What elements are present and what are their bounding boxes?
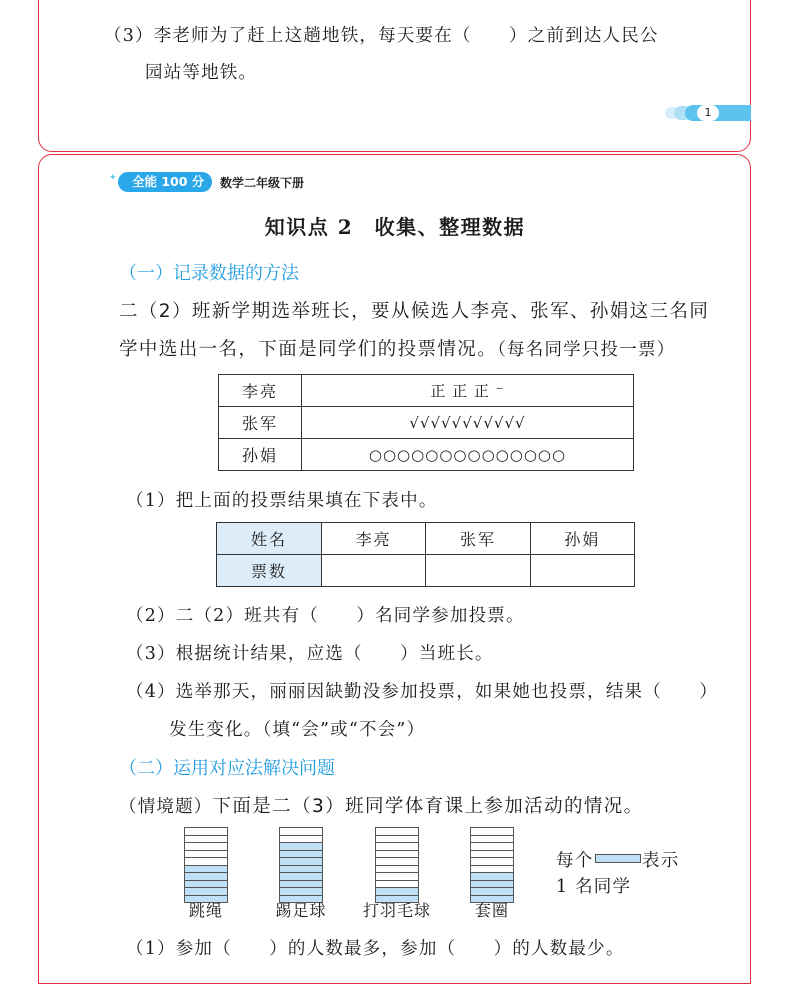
stack-cell	[184, 887, 228, 895]
stack-cell	[375, 850, 419, 858]
star-icon: ✦	[109, 173, 117, 183]
stack-cell	[375, 887, 419, 895]
series-badge-label: 全能 100 分	[132, 174, 205, 189]
part-1-question-4-line-1: （4）选举那天，丽丽因缺勤没参加投票，如果她也投票，结果（ ）	[126, 682, 719, 702]
part-1-question-1: （1）把上面的投票结果填在下表中。	[126, 491, 438, 511]
part-1-question-3: （3）根据统计结果，应选（ ）当班长。	[126, 644, 494, 664]
stack-cell	[279, 850, 323, 858]
stack-cell	[470, 872, 514, 880]
row-label: 票数	[217, 555, 322, 587]
part-1-question-4-line-2: 发生变化。（填“会”或“不会”）	[169, 720, 426, 740]
header-cell: 姓名	[217, 523, 322, 555]
part-2-question-1: （1）参加（ ）的人数最多，参加（ ）的人数最少。	[126, 939, 625, 959]
header-cell: 李亮	[322, 523, 426, 555]
book-subject: 数学二年级下册	[220, 176, 305, 190]
section-title: 知识点 2 收集、整理数据	[264, 215, 526, 239]
vote-tally-table	[218, 374, 634, 471]
candidate-name: 李亮	[219, 375, 302, 407]
stack-cell	[184, 835, 228, 843]
stack-cell	[470, 842, 514, 850]
intro-note: （每名同学只投一票）	[497, 340, 676, 360]
part-1-intro-line-2	[119, 335, 675, 361]
table-row	[219, 407, 634, 439]
intro-text: 下面是二（3）班同学体育课上参加活动的情况。	[212, 796, 644, 817]
page-number-badge	[665, 105, 751, 121]
intro-prefix: （情境题）	[119, 797, 213, 817]
table-row	[217, 523, 635, 555]
answer-cell[interactable]	[322, 555, 426, 587]
vote-result-table	[216, 522, 635, 587]
stack-cell	[184, 880, 228, 888]
legend-line-2: 1 名同学	[556, 877, 632, 897]
stack-cell	[375, 857, 419, 865]
stack-cell	[279, 842, 323, 850]
part-2-intro	[119, 792, 644, 818]
activity-label: 跳绳	[188, 901, 223, 920]
intro-text: 学中选出一名，下面是同学们的投票情况。	[119, 339, 498, 360]
question-3-line-2: 园站等地铁。	[145, 63, 258, 83]
question-3-line-1: （3）李老师为了赶上这趟地铁，每天要在（ ）之前到达人民公	[104, 26, 659, 46]
table-row	[219, 375, 634, 407]
stack-cell	[184, 857, 228, 865]
ring-toss-bar	[470, 827, 514, 903]
legend-suffix: 表示	[642, 851, 680, 871]
stack-cell	[470, 865, 514, 873]
stack-cell	[375, 835, 419, 843]
stack-cell	[184, 872, 228, 880]
candidate-name: 孙娟	[219, 439, 302, 471]
part-2-heading: （二）运用对应法解决问题	[119, 758, 335, 779]
badminton-bar	[375, 827, 419, 903]
stack-cell	[279, 880, 323, 888]
answer-cell[interactable]	[530, 555, 634, 587]
part-1-heading: （一）记录数据的方法	[119, 263, 299, 284]
table-row	[217, 555, 635, 587]
page-number: 1	[697, 105, 719, 121]
sparkle-icon: ✧	[119, 169, 130, 183]
stack-cell	[279, 887, 323, 895]
part-1-intro-line-1: 二（2）班新学期选举班长，要从候选人李亮、张军、孙娟这三名同	[119, 301, 710, 322]
activity-label: 套圈	[474, 901, 509, 920]
jump-rope-bar	[184, 827, 228, 903]
stack-cell	[375, 842, 419, 850]
legend-prefix: 每个	[556, 851, 594, 871]
part-1-question-2: （2）二（2）班共有（ ）名同学参加投票。	[126, 606, 525, 626]
stack-cell	[279, 865, 323, 873]
answer-cell[interactable]	[426, 555, 530, 587]
header-cell: 张军	[426, 523, 530, 555]
series-badge	[118, 169, 212, 192]
table-row	[219, 439, 634, 471]
stack-cell	[375, 880, 419, 888]
stack-cell	[470, 827, 514, 835]
stack-cell	[470, 857, 514, 865]
stack-cell	[184, 850, 228, 858]
stack-cell	[184, 865, 228, 873]
activity-label: 踢足球	[275, 901, 327, 920]
legend-cell	[595, 854, 641, 863]
stack-cell	[470, 880, 514, 888]
stack-cell	[184, 842, 228, 850]
tally-marks: 正 正 正 ⁻	[302, 375, 634, 407]
stack-cell	[279, 835, 323, 843]
activity-label: 打羽毛球	[362, 901, 431, 920]
stack-cell	[279, 857, 323, 865]
stack-cell	[279, 827, 323, 835]
stack-cell	[375, 865, 419, 873]
stack-cell	[470, 887, 514, 895]
stack-cell	[470, 850, 514, 858]
stack-cell	[470, 835, 514, 843]
stack-cell	[375, 827, 419, 835]
tally-marks: ○○○○○○○○○○○○○○	[302, 439, 634, 471]
tally-marks: √√√√√√√√√√√	[302, 407, 634, 439]
stack-cell	[184, 827, 228, 835]
candidate-name: 张军	[219, 407, 302, 439]
stack-cell	[375, 872, 419, 880]
football-bar	[279, 827, 323, 903]
header-cell: 孙娟	[530, 523, 634, 555]
stack-cell	[279, 872, 323, 880]
